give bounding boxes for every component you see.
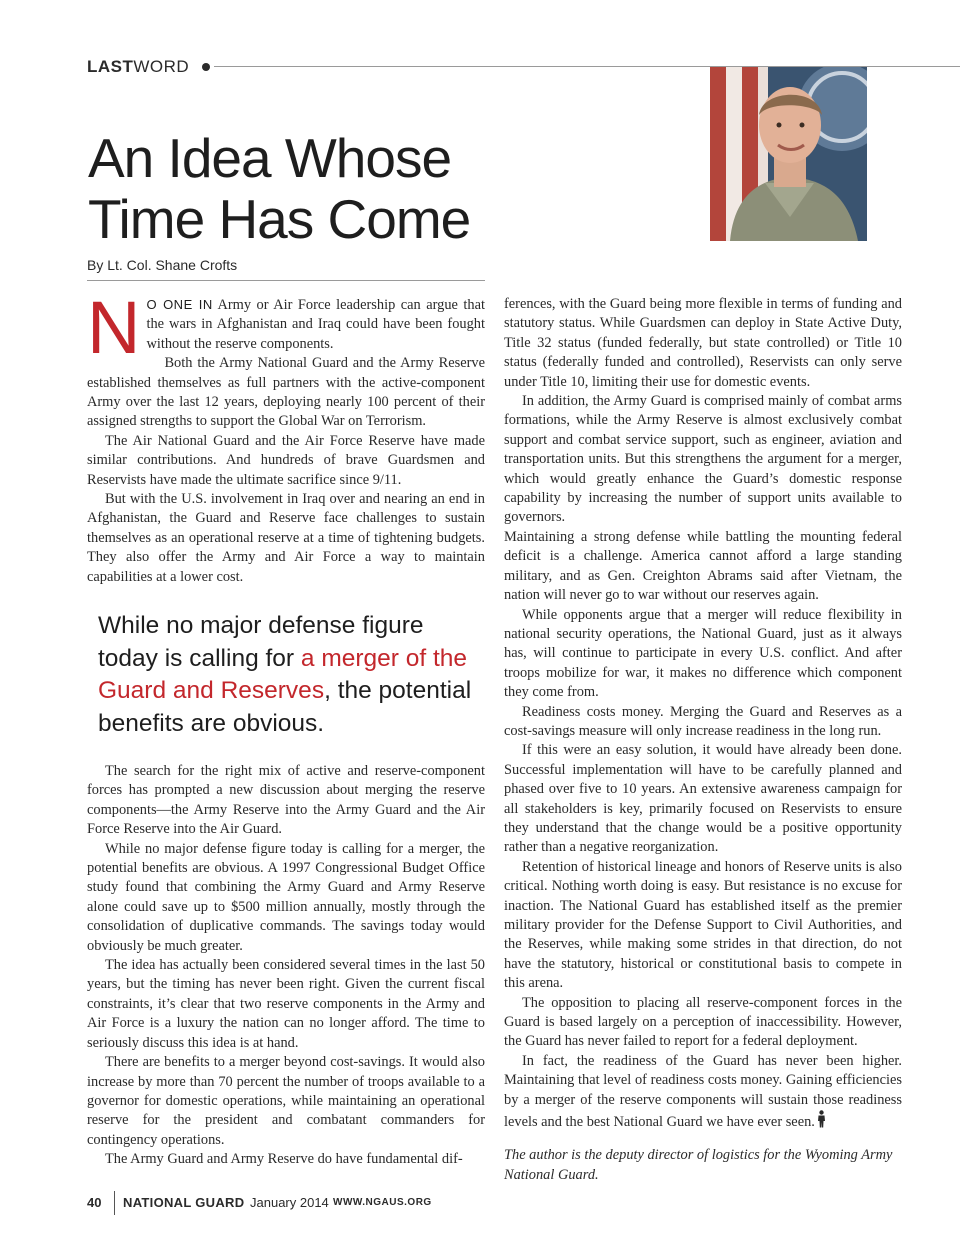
paragraph: But with the U.S. involvement in Iraq over and nearing an end in Afghanistan, the Guard and Reserve face challenges to sustain themselves as an operational reserve at a time of tightening budgets. They also offer the Army and Air Force a way to maintain capabilities at a lower cost. [87, 491, 485, 585]
author-note: The author is the deputy director of logistics for the Wyoming Army National Guard. [504, 1147, 893, 1183]
website-link[interactable]: WWW.NGAUS.ORG [333, 1197, 432, 1208]
byline: By Lt. Col. Shane Crofts [87, 257, 238, 273]
paragraph: There are benefits to a merger beyond cost-savings. It would also increase by more than 70 percent the number of troops available to a governor for domestic operations, while maintaining an operational reserve for the president and combatant commanders for contingency operations. [87, 1054, 485, 1148]
lead-text: Army or Air Force leadership can argue that the wars in Afghanistan and Iraq could have been fought without the reserve components. [146, 297, 485, 352]
pull-quote-end: , the potential benefits are obvious. [98, 677, 472, 737]
paragraph: The idea has actually been considered several times in the last 50 years, but the timing has never been right. Given the current fiscal constraints, it’s clear that two reserve components in the Army and Air Force is a luxury the nation can no longer afford. The time to seriously discuss this idea is at hand. [87, 957, 485, 1051]
final-paragraph [504, 1052, 902, 1133]
section-label-light: WORD [133, 57, 190, 76]
paragraph: If this were an easy solution, it would have already been done. Successful implementation will have to be carefully planned and phased over five to 10 years. An extensive awareness campaign for all stakeholders is key, primarily focused on Reservists to ensure they understand that the change would be a positive opportunity rather than a negative reorganization. [504, 742, 902, 856]
header-dot [202, 63, 210, 71]
author-photo-illustration [710, 67, 867, 241]
lead-paragraph [87, 286, 485, 369]
column-left-bottom [87, 762, 485, 1170]
paragraph: Both the Army National Guard and the Army Reserve established themselves as full partners with the active-component Army over the last 12 years, deploying nearly 100 percent of their assigned strengths to support the Global War on Terrorism. [87, 355, 485, 430]
soldier-icon [817, 1110, 826, 1128]
lead-smallcaps: O ONE IN [146, 297, 213, 312]
paragraph: ferences, with the Guard being more flexible in terms of funding and statutory status. While Guardsmen can deploy in State Active Duty, Title 32 status (funded federally, but state controlled) or Title 10 status (federally funded and controlled), Reservists can only serve under Title 10, limiting their use for domestic events. [504, 296, 902, 390]
author-photo [710, 67, 867, 241]
paragraph: While no major defense figure today is calling for a merger, the potential benefits are obvious. A 1997 Congressional Budget Office study found that combining the Army Guard and Army Reserve alone could save up to $500 million annually, mostly through the consolidation of duplicative commands. The savings today would obviously be much greater. [87, 840, 485, 954]
paragraph: While opponents argue that a merger will reduce flexibility in national security operations, the National Guard, just as it always has, will continue to participate in every U.S. conflict. And after troops mobilize for war, it makes no difference which component they come from. [504, 606, 902, 701]
paragraph: Readiness costs money. Merging the Guard and Reserves as a cost-savings measure will only increase readiness in the long run. [504, 703, 902, 739]
issue-date: January 2014 [250, 1195, 329, 1210]
article-title: An Idea Whose Time Has Come [88, 127, 471, 250]
section-label [87, 57, 189, 77]
paragraph: In addition, the Army Guard is comprised mainly of combat arms formations, while the Army Reserve is almost exclusively combat support and combat service support, such as engineer, aviation and transportation units. But this strengthens the argument for a merger, which would greatly enhance the Guard’s domestic response capability by increasing the number of support units available to governors. [504, 393, 902, 526]
section-label-bold: LAST [87, 57, 134, 76]
pull-quote-highlight: a merger of the Guard and Reserves [98, 644, 468, 704]
column-left-top [87, 286, 485, 587]
magazine-name: NATIONAL GUARD [123, 1195, 245, 1210]
final-paragraph-text: In fact, the readiness of the Guard has never been higher. Maintaining that level of readiness costs money. Gaining efficiencies by a merger of the reserve components will sustain those readiness levels and the best National Guard we have ever seen. [504, 1052, 902, 1131]
paragraph: The opposition to placing all reserve-component forces in the Guard is based largely on a perception of inaccessibility. However, the Guard has never failed to report for a federal deployment. [504, 994, 902, 1050]
paragraph: The Air National Guard and the Air Force Reserve have made similar contributions. And hundreds of brave Guardsmen and Reservists have made the ultimate sacrifice since 9/11. [87, 432, 485, 488]
paragraph: The search for the right mix of active and reserve-component forces has prompted a new discussion about merging the reserve components—the Army Reserve into the Army Guard and the Air Force Reserve into the Air Guard. [87, 763, 485, 838]
page-number: 40 [87, 1195, 102, 1210]
column-right [504, 295, 902, 1185]
dropcap: N [87, 286, 141, 369]
paragraph: The Army Guard and Army Reserve do have fundamental dif- [105, 1151, 463, 1168]
footer-rule [114, 1191, 115, 1215]
pull-quote [98, 610, 488, 740]
pull-quote-start: While no major defense figure today is calling for [98, 612, 424, 672]
paragraph: Maintaining a strong defense while battling the mounting federal deficit is a challenge. America cannot afford a large standing military, and as Gen. Creighton Abrams said after Vietnam, the nation will never go to war without our reserves again. [504, 528, 902, 604]
byline-rule [87, 280, 485, 281]
paragraph: Retention of historical lineage and honors of Reserve units is also critical. Nothing worth doing is easy. But resistance is no excuse for inaction. The National Guard has established itself as the premier military provider for the Defense Support to Civil Authorities, and the Reserves, while making some strides in that direction, do not have the statutory, historical or constitutional basis to compete in this arena. [504, 858, 902, 992]
